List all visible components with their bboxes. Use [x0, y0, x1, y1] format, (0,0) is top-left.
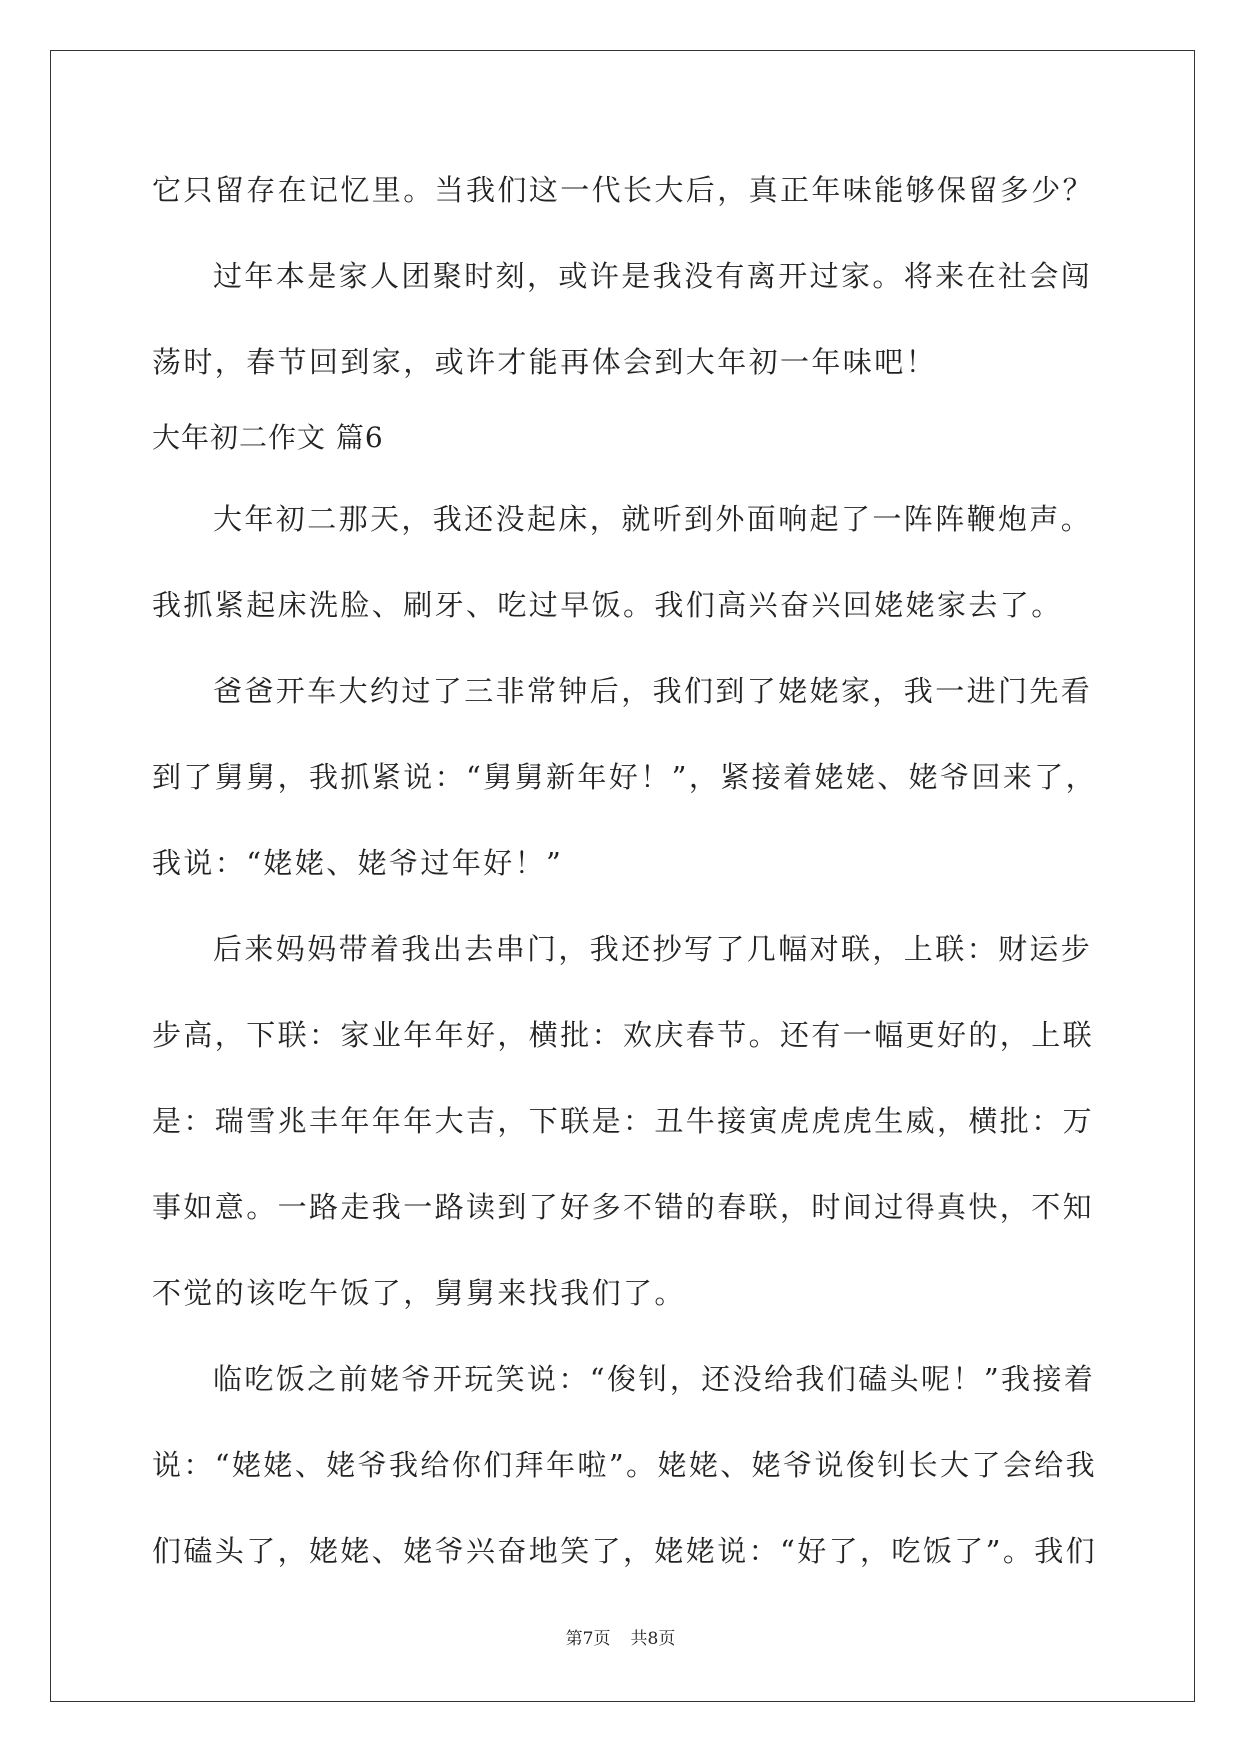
text-line: 说：“姥姥、姥爷我给你们拜年啦”。姥姥、姥爷说俊钊长大了会给我	[152, 1448, 1098, 1482]
page-footer	[0, 1627, 1241, 1651]
text-line: 它只留存在记忆里。当我们这一代长大后，真正年味能够保留多少？	[152, 173, 1095, 207]
text-line: 临吃饭之前姥爷开玩笑说：“俊钊，还没给我们磕头呢！”我接着	[213, 1362, 1096, 1396]
text-line: 不觉的该吃午饭了，舅舅来找我们了。	[152, 1276, 686, 1310]
text-line: 们磕头了，姥姥、姥爷兴奋地笑了，姥姥说：“好了，吃饭了”。我们	[152, 1534, 1098, 1568]
text-line: 爸爸开车大约过了三非常钟后，我们到了姥姥家，我一进门先看	[213, 674, 1093, 708]
text-line: 荡时，春节回到家，或许才能再体会到大年初一年味吧！	[152, 345, 938, 379]
text-line: 到了舅舅，我抓紧说：“舅舅新年好！”，紧接着姥姥、姥爷回来了，	[152, 760, 1098, 794]
page-total: 共8页	[630, 1629, 676, 1649]
text-line: 事如意。一路走我一路读到了好多不错的春联，时间过得真快，不知	[152, 1190, 1095, 1224]
text-line: 是：瑞雪兆丰年年年大吉，下联是：丑牛接寅虎虎虎生威，横批：万	[152, 1104, 1095, 1138]
text-line: 步高，下联：家业年年好，横批：欢庆春节。还有一幅更好的，上联	[152, 1018, 1095, 1052]
text-line: 大年初二那天，我还没起床，就听到外面响起了一阵阵鞭炮声。	[213, 502, 1093, 536]
page-number: 第7页	[565, 1629, 611, 1649]
text-line: 过年本是家人团聚时刻，或许是我没有离开过家。将来在社会闯	[213, 259, 1093, 293]
section-heading: 大年初二作文 篇6	[152, 421, 384, 454]
text-line: 我说：“姥姥、姥爷过年好！”	[152, 846, 564, 880]
text-line: 后来妈妈带着我出去串门，我还抄写了几幅对联，上联：财运步	[213, 932, 1093, 966]
text-line: 我抓紧起床洗脸、刷牙、吃过早饭。我们高兴奋兴回姥姥家去了。	[152, 588, 1063, 622]
